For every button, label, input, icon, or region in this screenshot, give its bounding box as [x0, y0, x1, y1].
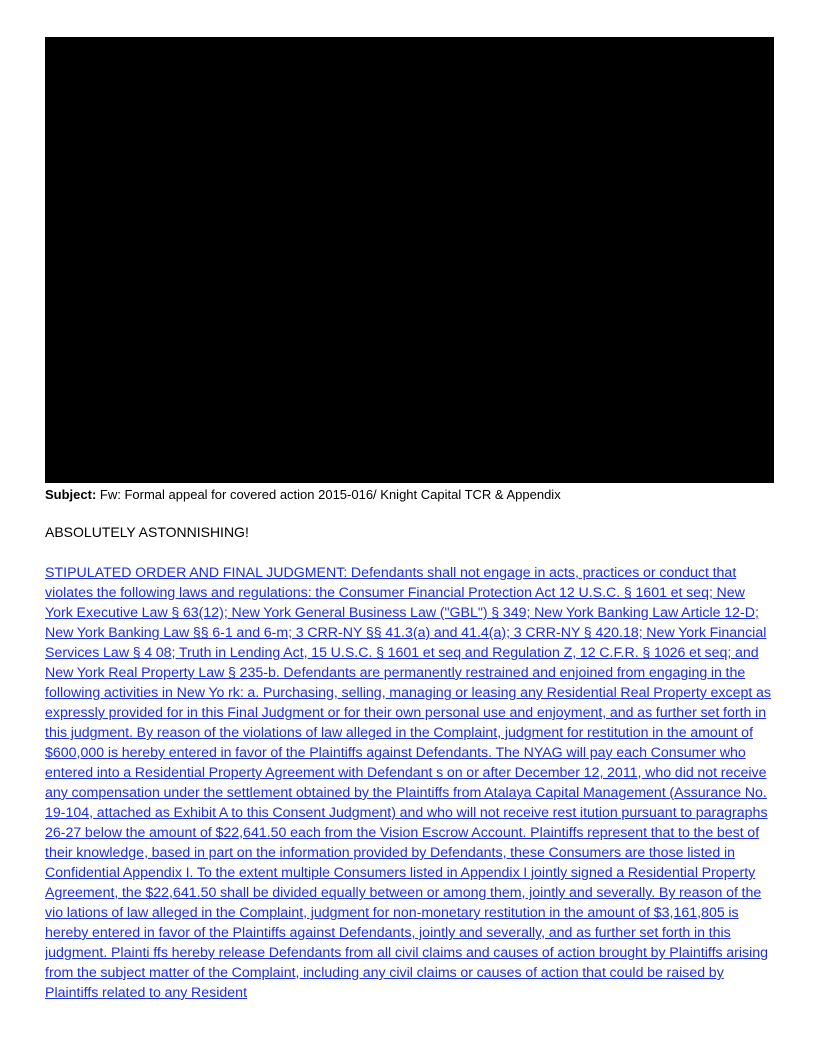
redaction-block [45, 37, 774, 483]
subject-text: Fw: Formal appeal for covered action 2015-016/ Knight Capital TCR & Appendix [96, 487, 561, 502]
email-subject-line [45, 486, 775, 503]
subject-label: Subject: [45, 487, 97, 502]
judgment-link[interactable]: STIPULATED ORDER AND FINAL JUDGMENT: Defendants shall not engage in acts, practices or conduct that violates the following laws and regulations: the Consumer Financial Protection Act 12 U.S.C. § 1601 et seq; New York Executive Law § 63(12); New York General Business Law ("GBL") § 349; New York Banking Law Article 12-D; New York Banking Law §§ 6-1 and 6-m; 3 CRR-NY §§ 41.3(a) and 41.4(a); 3 CRR-NY § 420.18; New York Financial Services Law § 4 08; Truth in Lending Act, 15 U.S.C. § 1601 et seq and Regulation Z, 12 C.F.R. § 1026 et seq; and New York Real Property Law § 235-b. Defendants are permanently restrained and enjoined from engaging in the following activities in New Yo rk: a. Purchasing, selling, managing or leasing any Residential Real Property except as expressly provided for in this Final Judgment or for their own personal use and enjoyment, and as further set forth in this judgment. By reason of the violations of law alleged in the Complaint, judgment for restitution in the amount of $600,000 is hereby entered in favor of the Plaintiffs against Defendants. The NYAG will pay each Consumer who entered into a Residential Property Agreement with Defendant s on or after December 12, 2011, who did not receive any compensation under the settlement obtained by the Plaintiffs from Atalaya Capital Management (Assurance No. 19-104, attached as Exhibit A to this Consent Judgment) and who will not receive rest itution pursuant to paragraphs 26-27 below the amount of $22,641.50 each from the Vision Escrow Account. Plaintiffs represent that to the best of their knowledge, based in part on the information provided by Defendants, these Consumers are those listed in Confidential Appendix I. To the extent multiple Consumers listed in Appendix I jointly signed a Residential Property Agreement, the $22,641.50 shall be divided equally between or among them, jointly and severally. By reason of the vio lations of law alleged in the Complaint, judgment for non-monetary restitution in the amount of $3,161,805 is hereby entered in favor of the Plaintiffs against Defendants, jointly and severally, and as further set forth in this judgment. Plainti ffs hereby release Defendants from all civil claims and causes of action brought by Plaintiffs arising from the subject matter of the Complaint, including any civil claims or causes of action that could be raised by Plaintiffs related to any Resident [45, 565, 771, 1001]
message-exclamation: ABSOLUTELY ASTONNISHING! [45, 524, 249, 540]
